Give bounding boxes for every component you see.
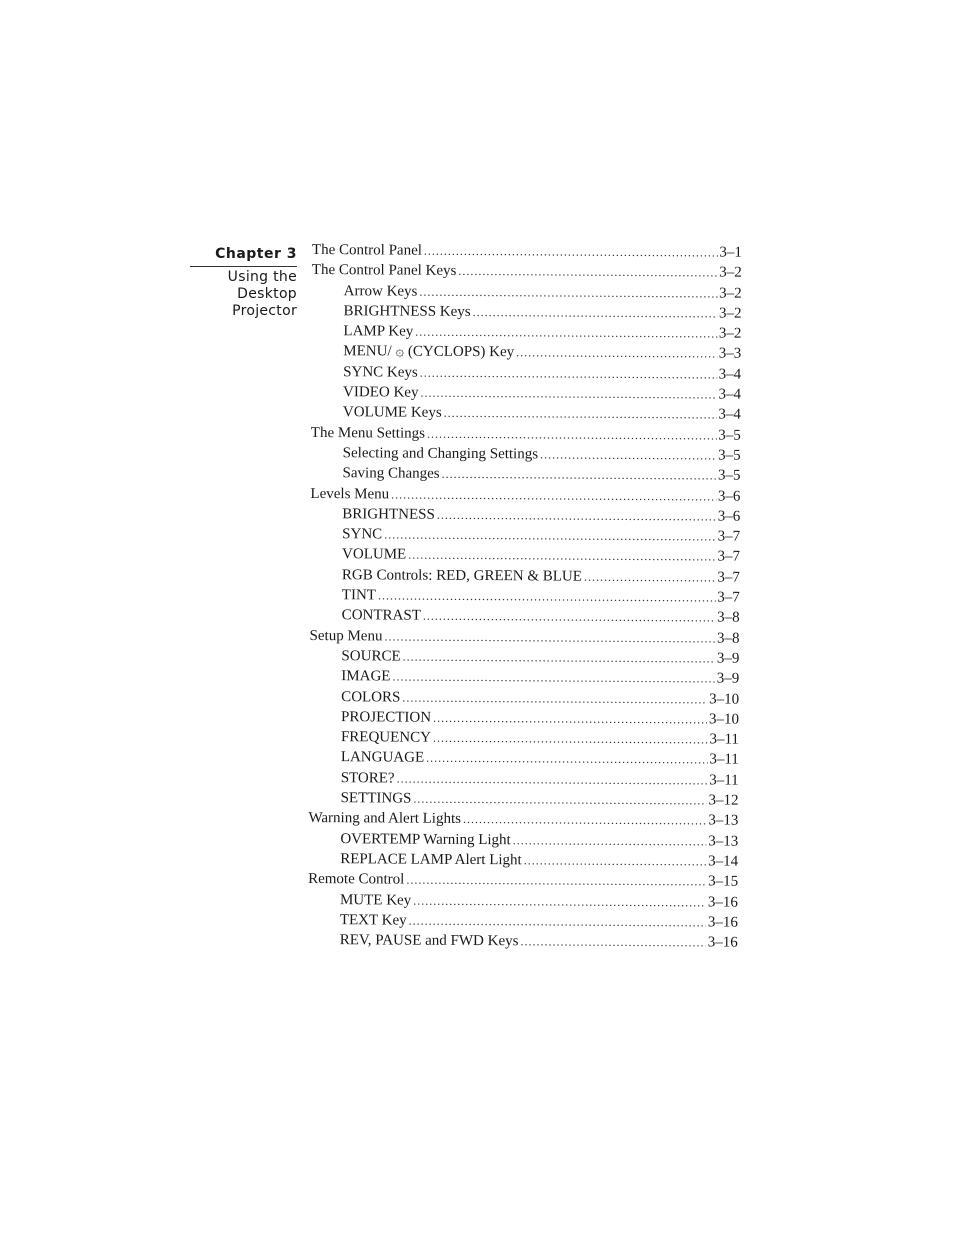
toc-entry <box>309 788 739 811</box>
chapter-sidebar <box>180 244 297 320</box>
toc-entry-title: REPLACE LAMP Alert Light <box>340 851 522 869</box>
toc-entry-title: Levels Menu <box>310 485 390 503</box>
toc-entry-page: 3–4 <box>718 366 742 383</box>
chapter-title-line: Desktop <box>237 286 297 302</box>
toc-entry-title: MUTE Key <box>339 891 412 909</box>
dot-leader <box>392 667 714 689</box>
toc-entry-page: 3–3 <box>718 345 742 363</box>
toc-entry <box>311 362 741 385</box>
toc-entry-page: 3–13 <box>708 812 739 829</box>
dot-leader <box>384 626 715 648</box>
toc-entry-page: 3–13 <box>708 833 739 850</box>
toc-entry-title: Setup Menu <box>309 627 383 645</box>
dot-leader <box>423 606 715 628</box>
toc-entry-page: 3–7 <box>717 528 741 545</box>
dot-leader <box>437 505 716 527</box>
toc-entry-page: 3–11 <box>709 731 740 748</box>
dot-leader <box>473 302 718 323</box>
toc-entry-page: 3–7 <box>717 569 740 586</box>
dot-leader <box>524 850 707 871</box>
toc-entry <box>309 727 739 750</box>
toc-entry-page: 3–5 <box>718 427 741 444</box>
toc-entry-page: 3–15 <box>708 873 739 890</box>
toc-entry-title: VIDEO Key <box>343 384 419 401</box>
toc-entry <box>311 443 741 466</box>
dot-leader <box>433 728 708 750</box>
toc-entry <box>308 889 738 912</box>
toc-entry-title: The Control Panel <box>311 241 422 259</box>
chapter-label: Chapter 3 <box>215 246 297 262</box>
toc-entry-page: 3–14 <box>708 853 739 870</box>
toc-entry-title: RGB Controls: RED, GREEN & BLUE <box>341 566 583 585</box>
toc-entry-title: BRIGHTNESS <box>342 506 435 523</box>
toc-entry <box>310 504 740 527</box>
toc-entry-page: 3–12 <box>708 792 739 809</box>
toc-entry <box>312 301 742 324</box>
toc-entry-title: Selecting and Changing Settings <box>342 445 539 463</box>
toc-entry-title: LANGUAGE <box>340 749 425 767</box>
chapter-title-line: Projector <box>232 303 297 319</box>
dot-leader <box>409 910 706 932</box>
dot-leader <box>403 646 715 668</box>
toc-entry-page: 3–9 <box>716 670 740 687</box>
toc-entry-title: LAMP Key <box>343 323 414 340</box>
dot-leader <box>520 931 705 952</box>
dot-leader <box>391 484 716 506</box>
dot-leader <box>458 261 717 283</box>
dot-leader <box>397 768 708 790</box>
toc-entry <box>310 524 740 547</box>
toc-entry-title: STORE? <box>340 769 395 787</box>
toc-entry <box>310 626 740 649</box>
dot-leader <box>420 383 716 405</box>
toc-entry-page: 3–10 <box>709 711 740 728</box>
dot-leader <box>444 403 717 425</box>
toc-entry-title: IMAGE <box>341 668 391 685</box>
toc-entry <box>309 768 739 791</box>
toc-entry-title: BRIGHTNESS Keys <box>343 303 471 320</box>
toc-entry <box>309 707 739 730</box>
dot-leader <box>427 423 716 445</box>
toc-entry-page: 3–10 <box>709 690 740 708</box>
toc-entry-page: 3–5 <box>718 447 741 464</box>
toc-entry-title: The Menu Settings <box>310 424 426 442</box>
toc-entry-title: MENU/ ۞ (CYCLOPS) Key <box>343 343 515 361</box>
dot-leader <box>463 809 707 830</box>
dot-leader <box>378 585 715 607</box>
chapter-title-line: Using the <box>227 269 297 285</box>
toc-entry-page: 3–4 <box>718 406 741 423</box>
dot-leader <box>513 830 707 851</box>
toc-entry <box>311 382 741 405</box>
toc-entry-page: 3–4 <box>718 386 742 403</box>
toc-entry-title: FREQUENCY <box>340 729 432 746</box>
toc-entry-title: Arrow Keys <box>343 282 418 300</box>
toc-entry <box>308 910 738 933</box>
dot-leader <box>419 281 717 303</box>
toc-entry-page: 3–16 <box>707 934 738 951</box>
toc-entry-page: 3–6 <box>717 488 741 505</box>
toc-entry-title: TINT <box>341 587 377 604</box>
dot-leader <box>413 890 706 912</box>
toc-entry-title: Warning and Alert Lights <box>308 810 462 828</box>
toc-entry-title: SYNC <box>342 526 383 543</box>
toc-entry-title: SYNC Keys <box>343 363 418 381</box>
dot-leader <box>384 525 716 547</box>
toc-entry-title: VOLUME <box>342 546 407 564</box>
toc-entry <box>308 869 738 892</box>
toc-entry-page: 3–6 <box>717 508 741 525</box>
toc-entry-page: 3–9 <box>716 650 740 667</box>
toc-entry <box>311 341 741 364</box>
toc-entry <box>310 484 740 507</box>
dot-leader <box>516 343 717 364</box>
dot-leader <box>408 545 715 567</box>
toc-entry-title: TEXT Key <box>339 911 407 929</box>
toc-entry-page: 3–2 <box>718 325 742 342</box>
toc-entry-page: 3–2 <box>719 285 742 302</box>
dot-leader <box>442 464 717 486</box>
toc-entry-page: 3–2 <box>719 264 742 281</box>
dot-leader <box>420 362 717 384</box>
toc-entry-title: Remote Control <box>308 871 405 888</box>
table-of-contents <box>308 240 742 953</box>
toc-entry <box>310 585 740 608</box>
dot-leader <box>413 789 706 811</box>
toc-entry-page: 3–11 <box>709 751 739 769</box>
toc-entry <box>312 240 742 263</box>
toc-entry <box>311 402 741 425</box>
toc-entry <box>309 747 739 770</box>
toc-entry-page: 3–16 <box>707 914 738 931</box>
toc-entry-title: Saving Changes <box>342 465 440 483</box>
toc-entry <box>310 565 740 588</box>
toc-entry <box>312 281 742 304</box>
toc-entry-title: The Control Panel Keys <box>311 262 457 280</box>
dot-leader <box>415 322 717 344</box>
toc-entry <box>308 829 738 852</box>
toc-entry <box>311 423 741 446</box>
toc-entry-page: 3–8 <box>717 630 740 647</box>
toc-entry-page: 3–2 <box>719 305 742 322</box>
toc-entry-page: 3–16 <box>707 893 739 911</box>
toc-entry <box>308 930 738 953</box>
toc-entry-page: 3–7 <box>717 589 740 606</box>
toc-entry <box>312 260 742 283</box>
dot-leader <box>540 444 716 465</box>
toc-entry-title: COLORS <box>341 688 401 706</box>
dot-leader <box>406 870 706 892</box>
toc-entry <box>311 321 741 344</box>
dot-leader <box>433 708 707 730</box>
dot-leader <box>426 748 707 770</box>
dot-leader <box>584 566 716 587</box>
toc-entry <box>310 544 740 567</box>
toc-entry-page: 3–8 <box>717 609 740 626</box>
toc-entry-page: 3–5 <box>718 467 741 484</box>
toc-entry-title: REV, PAUSE and FWD Keys <box>339 932 519 950</box>
chapter-divider <box>190 266 297 267</box>
toc-entry <box>309 666 739 689</box>
toc-entry-title: PROJECTION <box>341 709 432 726</box>
toc-entry <box>308 849 738 872</box>
dot-leader <box>402 687 707 709</box>
toc-entry <box>311 463 741 486</box>
toc-entry-title: VOLUME Keys <box>342 404 442 422</box>
toc-entry-page: 3–1 <box>719 244 742 261</box>
toc-entry-page: 3–7 <box>717 548 741 566</box>
toc-entry-page: 3–11 <box>709 772 739 789</box>
toc-entry-title: OVERTEMP Warning Light <box>340 830 511 848</box>
toc-entry <box>309 687 739 710</box>
toc-entry <box>309 646 739 669</box>
toc-entry-title: SETTINGS <box>340 790 412 807</box>
chapter-title <box>180 269 297 320</box>
toc-entry <box>308 808 738 831</box>
toc-entry <box>310 605 740 628</box>
toc-entry-title: CONTRAST <box>341 607 421 625</box>
toc-entry-title: SOURCE <box>341 648 401 665</box>
dot-leader <box>424 241 718 263</box>
